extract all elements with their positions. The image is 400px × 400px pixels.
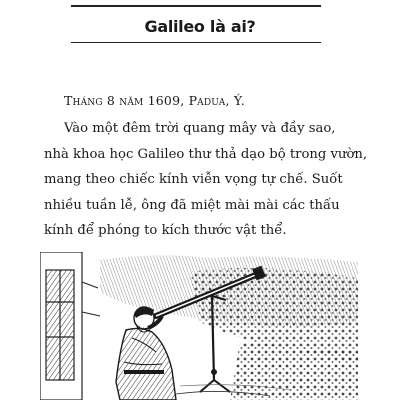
dateline: Tháng 8 năm 1609, Padua, Ý. <box>64 93 245 108</box>
intro-paragraph <box>44 116 368 244</box>
title-rule <box>71 42 321 43</box>
paragraph-line: mang theo chiếc kính viễn vọng tự chế. Suốt <box>44 172 343 187</box>
top-rule <box>71 5 321 7</box>
paragraph-line: nhà khoa học Galileo thư thả dạo bộ trong vườn, <box>44 146 368 162</box>
galileo-figure <box>116 307 176 400</box>
paragraph-line: kính để phóng to kích thước vật thể. <box>44 223 287 238</box>
foliage-bottom <box>230 342 358 400</box>
paragraph-line: nhiều tuần lễ, ông đã miệt mài mài các thấu <box>44 197 340 213</box>
chapter-title: Galileo là ai? <box>144 17 256 36</box>
paragraph-line: Vào một đêm trời quang mây và đầy sao, <box>64 121 336 136</box>
galileo-telescope-illustration <box>40 252 360 400</box>
